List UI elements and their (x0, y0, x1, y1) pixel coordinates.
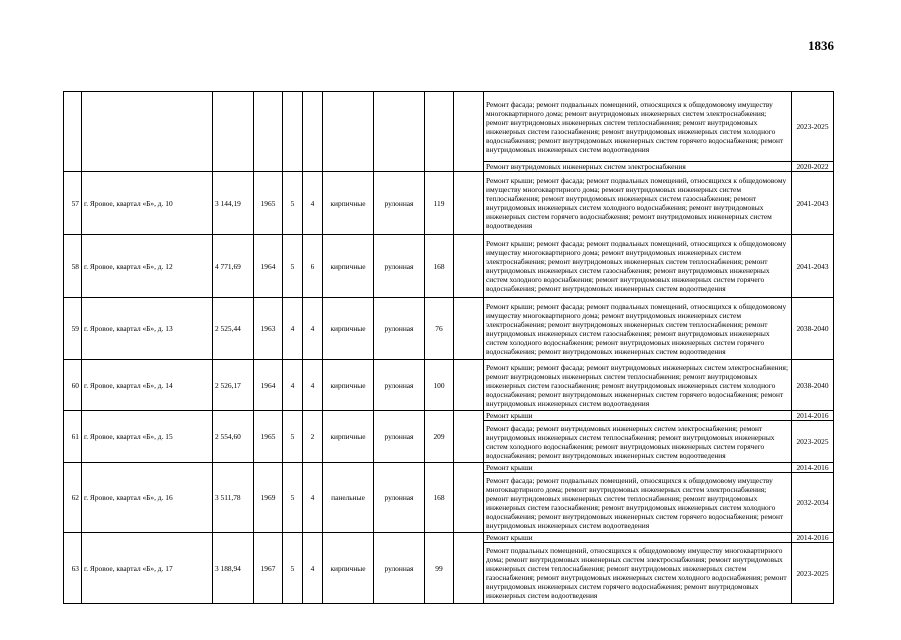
row-number: 62 (64, 463, 82, 533)
spacer-cell (454, 463, 484, 533)
wall-material: кирпичные (323, 533, 374, 604)
wall-material: кирпичные (323, 235, 374, 298)
repair-period: 2014-2016 (792, 533, 834, 543)
row-number: 57 (64, 172, 82, 235)
repair-period: 2023-2025 (792, 92, 834, 162)
build-year: 1969 (254, 463, 283, 533)
repair-period: 2038-2040 (792, 298, 834, 360)
entrances-count: 6 (303, 235, 323, 298)
build-year: 1965 (254, 172, 283, 235)
repair-period: 2038-2040 (792, 360, 834, 411)
page-number: 1836 (808, 38, 834, 53)
total-area: 3 511,78 (213, 463, 254, 533)
house-address: г. Яровое, квартал «Б», д. 10 (82, 172, 213, 235)
house-address: г. Яровое, квартал «Б», д. 16 (82, 463, 213, 533)
total-area: 3 144,19 (213, 172, 254, 235)
total-area: 2 554,60 (213, 411, 254, 463)
repair-period: 2023-2025 (792, 543, 834, 604)
total-area: 4 771,69 (213, 235, 254, 298)
table-row (64, 235, 834, 298)
repair-period: 2041-2043 (792, 235, 834, 298)
residents-count: 76 (425, 298, 454, 360)
repair-period: 2020-2022 (792, 162, 834, 172)
roof-type: рулонная (374, 235, 425, 298)
spacer-cell (454, 533, 484, 604)
table-row (64, 411, 834, 421)
housing-register-table (63, 91, 834, 604)
wall-material (323, 92, 374, 172)
roof-type: рулонная (374, 533, 425, 604)
wall-material: панельные (323, 463, 374, 533)
build-year: 1967 (254, 533, 283, 604)
repair-works: Ремонт крыши; ремонт фасада; ремонт подвальных помещений, относящихся к общедомовому имуществу многоквартирного дома; ремонт внутридомовых инженерных систем теплоснабжения; ремонт внутридомовых инженерных систем газоснабжения; ремонт внутридомовых инженерных систем холодного водоснабжения; ремонт внутридомовых инженерных систем горячего водоснабжения; ремонт внутридомовых инженерных систем водоотведения (484, 172, 792, 235)
total-area: 2 526,17 (213, 360, 254, 411)
floors-count: 4 (283, 360, 303, 411)
residents-count: 100 (425, 360, 454, 411)
residents-count (425, 92, 454, 172)
repair-works: Ремонт фасада; ремонт подвальных помещений, относящихся к общедомовому имуществу многоквартирного дома; ремонт внутридомовых инженерных систем электроснабжения; ремонт внутридомовых инженерных систем теплоснабжения; ремонт внутридомовых инженерных систем газоснабжения; ремонт внутридомовых инженерных систем холодного водоснабжения; ремонт внутридомовых инженерных систем горячего водоснабжения; ремонт внутридомовых инженерных систем водоотведения (484, 92, 792, 162)
table-row (64, 360, 834, 411)
house-address: г. Яровое, квартал «Б», д. 15 (82, 411, 213, 463)
wall-material: кирпичные (323, 172, 374, 235)
repair-works: Ремонт фасада; ремонт внутридомовых инженерных систем электроснабжения; ремонт внутридомовых инженерных систем теплоснабжения; ремонт внутридомовых инженерных систем холодного водоснабжения; ремонт внутридомовых инженерных систем горячего водоснабжения; ремонт внутридомовых инженерных систем водоотведения (484, 421, 792, 463)
residents-count: 168 (425, 463, 454, 533)
repair-works: Ремонт крыши (484, 411, 792, 421)
build-year: 1964 (254, 360, 283, 411)
table-row (64, 463, 834, 473)
entrances-count: 4 (303, 533, 323, 604)
wall-material: кирпичные (323, 411, 374, 463)
floors-count: 4 (283, 298, 303, 360)
wall-material: кирпичные (323, 298, 374, 360)
floors-count: 5 (283, 463, 303, 533)
entrances-count: 4 (303, 360, 323, 411)
repair-works: Ремонт фасада; ремонт подвальных помещений, относящихся к общедомовому имуществу многоквартирного дома; ремонт внутридомовых инженерных систем электроснабжения; ремонт внутридомовых инженерных систем теплоснабжения; ремонт внутридомовых инженерных систем газоснабжения; ремонт внутридомовых инженерных систем холодного водоснабжения; ремонт внутридомовых инженерных систем горячего водоснабжения; ремонт внутридомовых инженерных систем водоотведения (484, 473, 792, 533)
spacer-cell (454, 235, 484, 298)
repair-works: Ремонт крыши; ремонт фасада; ремонт подвальных помещений, относящихся к общедомовому имуществу многоквартирного дома; ремонт внутридомовых инженерных систем электроснабжения; ремонт внутридомовых инженерных систем теплоснабжения; ремонт внутридомовых инженерных систем газоснабжения; ремонт внутридомовых инженерных систем холодного водоснабжения; ремонт внутридомовых инженерных систем горячего водоснабжения; ремонт внутридомовых инженерных систем водоотведения (484, 298, 792, 360)
spacer-cell (454, 92, 484, 172)
floors-count: 5 (283, 533, 303, 604)
floors-count: 5 (283, 411, 303, 463)
build-year: 1964 (254, 235, 283, 298)
floors-count: 5 (283, 172, 303, 235)
row-number: 61 (64, 411, 82, 463)
row-number: 58 (64, 235, 82, 298)
repair-period: 2023-2025 (792, 421, 834, 463)
residents-count: 209 (425, 411, 454, 463)
roof-type (374, 92, 425, 172)
spacer-cell (454, 411, 484, 463)
house-address: г. Яровое, квартал «Б», д. 17 (82, 533, 213, 604)
build-year: 1965 (254, 411, 283, 463)
repair-works: Ремонт подвальных помещений, относящихся к общедомовому имуществу многоквартирного дома; ремонт внутридомовых инженерных систем электроснабжения; ремонт внутридомовых инженерных систем теплоснабжения; ремонт внутридомовых инженерных систем газоснабжения; ремонт внутридомовых инженерных систем холодного водоснабжения; ремонт внутридомовых инженерных систем горячего водоснабжения; ремонт внутридомовых инженерных систем водоотведения (484, 543, 792, 604)
table-row (64, 533, 834, 543)
entrances-count: 4 (303, 298, 323, 360)
row-number: 63 (64, 533, 82, 604)
total-area (213, 92, 254, 172)
roof-type: рулонная (374, 411, 425, 463)
roof-type: рулонная (374, 172, 425, 235)
residents-count: 99 (425, 533, 454, 604)
entrances-count: 2 (303, 411, 323, 463)
house-address: г. Яровое, квартал «Б», д. 14 (82, 360, 213, 411)
table-row (64, 172, 834, 235)
entrances-count (303, 92, 323, 172)
table-row (64, 92, 834, 162)
build-year: 1963 (254, 298, 283, 360)
spacer-cell (454, 298, 484, 360)
repair-works: Ремонт крыши (484, 533, 792, 543)
repair-period: 2032-2034 (792, 473, 834, 533)
roof-type: рулонная (374, 298, 425, 360)
spacer-cell (454, 172, 484, 235)
row-number: 60 (64, 360, 82, 411)
entrances-count: 4 (303, 172, 323, 235)
repair-works: Ремонт крыши (484, 463, 792, 473)
repair-period: 2041-2043 (792, 172, 834, 235)
repair-period: 2014-2016 (792, 411, 834, 421)
table-body (64, 92, 834, 604)
house-address: г. Яровое, квартал «Б», д. 13 (82, 298, 213, 360)
floors-count (283, 92, 303, 172)
house-address: г. Яровое, квартал «Б», д. 12 (82, 235, 213, 298)
repair-works: Ремонт крыши; ремонт фасада; ремонт подвальных помещений, относящихся к общедомовому имуществу многоквартирного дома; ремонт внутридомовых инженерных систем электроснабжения; ремонт внутридомовых инженерных систем теплоснабжения; ремонт внутридомовых инженерных систем газоснабжения; ремонт внутридомовых инженерных систем холодного водоснабжения; ремонт внутридомовых инженерных систем горячего водоснабжения; ремонт внутридомовых инженерных систем водоотведения (484, 235, 792, 298)
house-address (82, 92, 213, 172)
total-area: 3 188,94 (213, 533, 254, 604)
floors-count: 5 (283, 235, 303, 298)
repair-works: Ремонт внутридомовых инженерных систем электроснабжения (484, 162, 792, 172)
roof-type: рулонная (374, 463, 425, 533)
table-row (64, 298, 834, 360)
repair-period: 2014-2016 (792, 463, 834, 473)
entrances-count: 4 (303, 463, 323, 533)
roof-type: рулонная (374, 360, 425, 411)
build-year (254, 92, 283, 172)
repair-works: Ремонт крыши; ремонт фасада; ремонт внутридомовых инженерных систем электроснабжения; ремонт внутридомовых инженерных систем теплоснабжения; ремонт внутридомовых инженерных систем газоснабжения; ремонт внутридомовых инженерных систем холодного водоснабжения; ремонт внутридомовых инженерных систем горячего водоснабжения; ремонт внутридомовых инженерных систем водоотведения (484, 360, 792, 411)
spacer-cell (454, 360, 484, 411)
total-area: 2 525,44 (213, 298, 254, 360)
residents-count: 168 (425, 235, 454, 298)
wall-material: кирпичные (323, 360, 374, 411)
row-number (64, 92, 82, 172)
residents-count: 119 (425, 172, 454, 235)
row-number: 59 (64, 298, 82, 360)
